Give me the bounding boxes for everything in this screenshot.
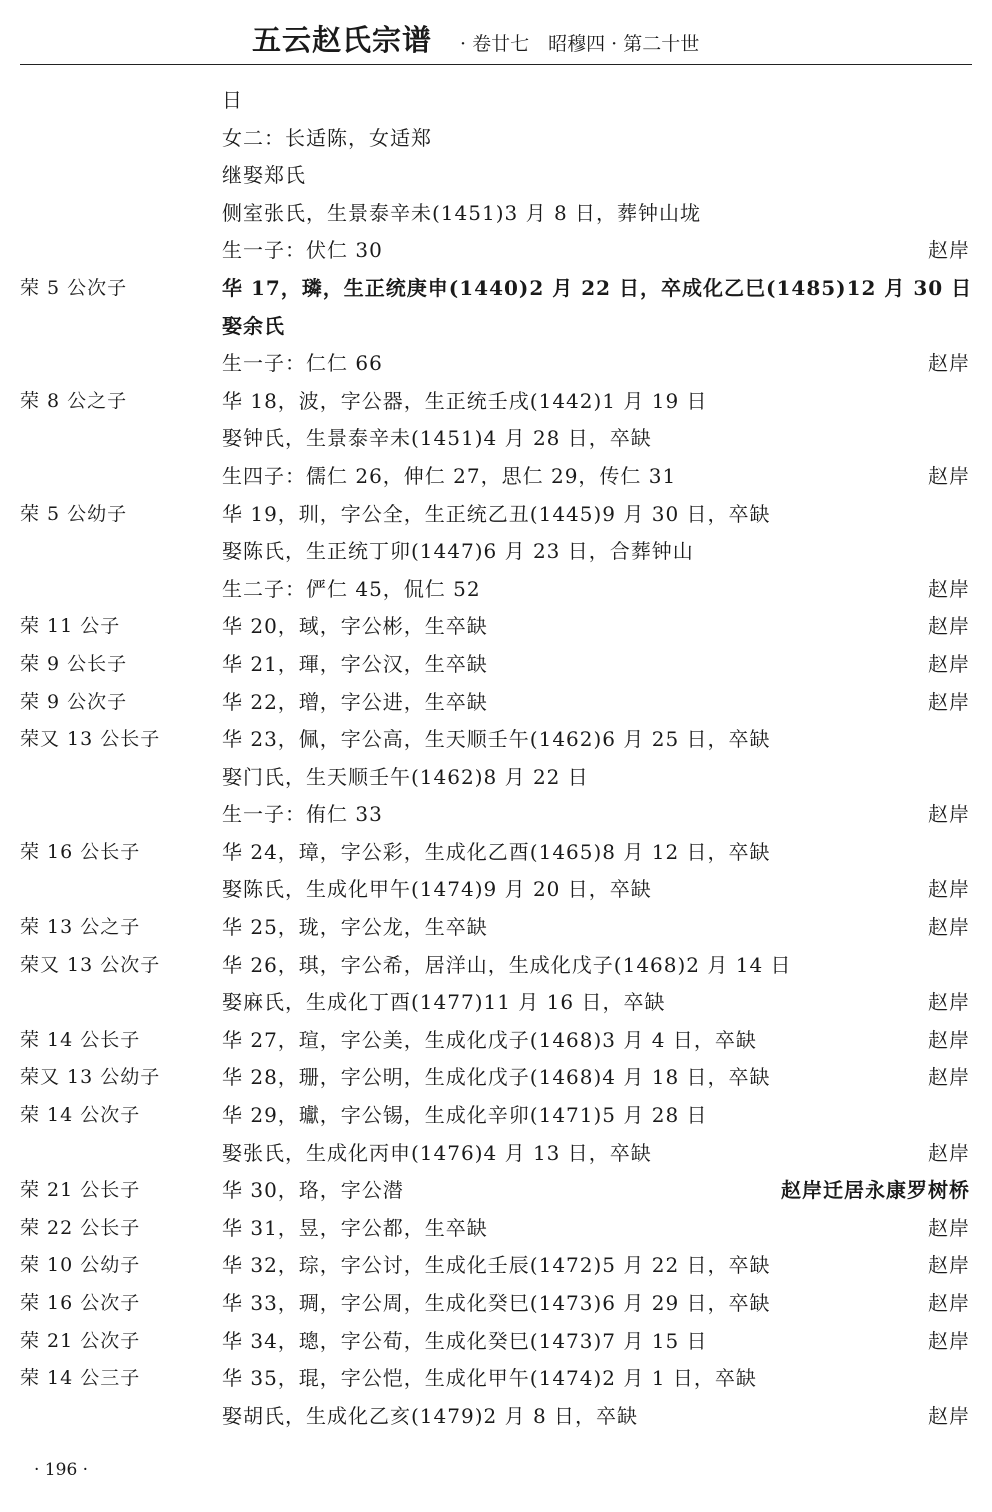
entry-text: 侧室张氏，生景泰辛未(1451)3 月 8 日，葬钟山垅 [222, 200, 702, 225]
entry-row [0, 120, 992, 158]
book-title: 五云赵氏宗谱 [252, 23, 433, 57]
page-number: · 196 · [34, 1460, 89, 1480]
entry-text: 华 20，琙，字公彬，生卒缺 [222, 614, 488, 639]
entry-row [0, 232, 992, 270]
residence-note: 赵岸迁居永康罗树桥 [781, 1178, 970, 1203]
parent-relation: 荣 16 公长子 [20, 840, 141, 863]
entry-row [0, 1247, 992, 1285]
residence-note: 赵岸 [928, 238, 970, 263]
genealogy-entries [0, 82, 992, 1435]
residence-note: 赵岸 [928, 1027, 970, 1052]
entry-text: 华 24，璋，字公彩，生成化乙酉(1465)8 月 12 日，卒缺 [222, 839, 771, 864]
entry-row [0, 646, 992, 684]
entry-text: 华 31，昱，字公都，生卒缺 [222, 1215, 488, 1240]
residence-note: 赵岸 [928, 463, 970, 488]
entry-row [0, 420, 992, 458]
entry-row [0, 947, 992, 985]
parent-relation: 荣 21 公次子 [20, 1329, 141, 1352]
entry-row [0, 1172, 992, 1210]
entry-text: 娶陈氏，生正统丁卯(1447)6 月 23 日，合葬钟山 [222, 539, 694, 564]
entry-row [0, 1285, 992, 1323]
entry-row [0, 195, 992, 233]
entry-text: 华 32，琮，字公讨，生成化壬辰(1472)5 月 22 日，卒缺 [222, 1253, 771, 1278]
parent-relation: 荣又 13 公次子 [20, 953, 161, 976]
entry-row [0, 157, 992, 195]
entry-text: 华 22，璔，字公进，生卒缺 [222, 689, 488, 714]
entry-text: 女二：长适陈，女适郑 [222, 125, 432, 150]
entry-text: 娶陈氏，生成化甲午(1474)9 月 20 日，卒缺 [222, 877, 652, 902]
residence-note: 赵岸 [928, 915, 970, 940]
entry-row [0, 383, 992, 421]
residence-note: 赵岸 [928, 1328, 970, 1353]
entry-row [0, 984, 992, 1022]
entry-row [0, 571, 992, 609]
entry-row [0, 871, 992, 909]
residence-note: 赵岸 [928, 351, 970, 376]
entry-row [0, 721, 992, 759]
residence-note: 赵岸 [928, 614, 970, 639]
entry-text: 华 26，琪，字公希，居洋山，生成化戊子(1468)2 月 14 日 [222, 952, 792, 977]
entry-row [0, 1210, 992, 1248]
parent-relation: 荣 14 公次子 [20, 1104, 141, 1127]
entry-text: 日 [222, 88, 243, 112]
parent-relation: 荣 8 公之子 [20, 389, 128, 412]
entry-row [0, 608, 992, 646]
parent-relation: 荣 21 公长子 [20, 1179, 141, 1202]
entry-text: 华 28，珊，字公明，生成化戊子(1468)4 月 18 日，卒缺 [222, 1065, 771, 1090]
entry-text: 华 30，珞，字公潜 [222, 1178, 404, 1203]
entry-text: 娶麻氏，生成化丁酉(1477)11 月 16 日，卒缺 [222, 990, 666, 1015]
entry-text: 华 34，璁，字公荀，生成化癸巳(1473)7 月 15 日 [222, 1328, 708, 1353]
parent-relation: 荣 10 公幼子 [20, 1254, 141, 1277]
entry-text: 娶胡氏，生成化乙亥(1479)2 月 8 日，卒缺 [222, 1403, 639, 1428]
entry-text: 娶门氏，生天顺壬午(1462)8 月 22 日 [222, 764, 589, 789]
entry-text: 娶钟氏，生景泰辛未(1451)4 月 28 日，卒缺 [222, 426, 652, 451]
entry-text: 华 18，波，字公器，生正统壬戌(1442)1 月 19 日 [222, 388, 708, 413]
entry-row [0, 458, 992, 496]
entry-text: 华 29，瓛，字公锡，生成化辛卯(1471)5 月 28 日 [222, 1103, 708, 1128]
entry-text: 生一子：侑仁 33 [222, 802, 383, 827]
entry-row [0, 759, 992, 797]
entry-row [0, 1323, 992, 1361]
entry-row [0, 1059, 992, 1097]
entry-row [0, 1398, 992, 1436]
residence-note: 赵岸 [928, 1140, 970, 1165]
entry-text: 华 21，琿，字公汉，生卒缺 [222, 651, 488, 676]
residence-note: 赵岸 [928, 802, 970, 827]
residence-note: 赵岸 [928, 1065, 970, 1090]
residence-note: 赵岸 [928, 689, 970, 714]
entry-row [0, 270, 992, 308]
entry-text: 华 35，琨，字公恺，生成化甲午(1474)2 月 1 日，卒缺 [222, 1366, 757, 1391]
parent-relation: 荣 14 公长子 [20, 1028, 141, 1051]
entry-row [0, 496, 992, 534]
parent-relation: 荣 9 公次子 [20, 690, 128, 713]
residence-note: 赵岸 [928, 1291, 970, 1315]
entry-text: 生一子：仁仁 66 [222, 351, 383, 376]
parent-relation: 荣 9 公长子 [20, 652, 128, 675]
parent-relation: 荣又 13 公幼子 [20, 1066, 161, 1089]
entry-text: 华 17，璘，生正统庚申(1440)2 月 22 日，卒成化乙巳(1485)12 月 30 日 [222, 275, 973, 300]
entry-row [0, 533, 992, 571]
entry-text: 华 33，琱，字公周，生成化癸巳(1473)6 月 29 日，卒缺 [222, 1291, 771, 1315]
entry-row [0, 909, 992, 947]
parent-relation: 荣 5 公次子 [20, 276, 128, 299]
residence-note: 赵岸 [928, 990, 970, 1015]
entry-row [0, 1097, 992, 1135]
entry-text: 娶张氏，生成化丙申(1476)4 月 13 日，卒缺 [222, 1140, 652, 1165]
parent-relation: 荣 22 公长子 [20, 1216, 141, 1239]
entry-row [0, 834, 992, 872]
residence-note: 赵岸 [928, 877, 970, 902]
entry-text: 生四子：儒仁 26，伸仁 27，思仁 29，传仁 31 [222, 463, 677, 488]
entry-text: 华 23，佩，字公高，生天顺壬午(1462)6 月 25 日，卒缺 [222, 727, 771, 752]
entry-text: 华 27，瑄，字公美，生成化戊子(1468)3 月 4 日，卒缺 [222, 1027, 757, 1052]
entry-row [0, 308, 992, 346]
entry-text: 生二子：俨仁 45，侃仁 52 [222, 576, 481, 601]
parent-relation: 荣 14 公三子 [20, 1367, 141, 1390]
chapter-subtitle: · 卷廿七 昭穆四 · 第二十世 [460, 33, 700, 55]
parent-relation: 荣 13 公之子 [20, 916, 141, 939]
entry-row [0, 82, 992, 120]
entry-row [0, 345, 992, 383]
residence-note: 赵岸 [928, 1403, 970, 1428]
parent-relation: 荣又 13 公长子 [20, 728, 161, 751]
residence-note: 赵岸 [928, 1215, 970, 1240]
residence-note: 赵岸 [928, 1253, 970, 1278]
entry-row [0, 1022, 992, 1060]
entry-text: 华 25，珑，字公龙，生卒缺 [222, 915, 488, 940]
parent-relation: 荣 16 公次子 [20, 1292, 141, 1314]
page-header [0, 0, 992, 64]
entry-row [0, 684, 992, 722]
residence-note: 赵岸 [928, 576, 970, 601]
entry-row [0, 1135, 992, 1173]
header-rule [20, 64, 972, 65]
entry-row [0, 1360, 992, 1398]
parent-relation: 荣 5 公幼子 [20, 502, 128, 525]
entry-text: 娶余氏 [222, 313, 285, 338]
entry-text: 继娶郑氏 [222, 163, 306, 188]
entry-text: 生一子：伏仁 30 [222, 238, 383, 263]
residence-note: 赵岸 [928, 651, 970, 676]
entry-text: 华 19，玔，字公全，生正统乙丑(1445)9 月 30 日，卒缺 [222, 501, 771, 526]
entry-row [0, 796, 992, 834]
parent-relation: 荣 11 公子 [20, 615, 121, 638]
